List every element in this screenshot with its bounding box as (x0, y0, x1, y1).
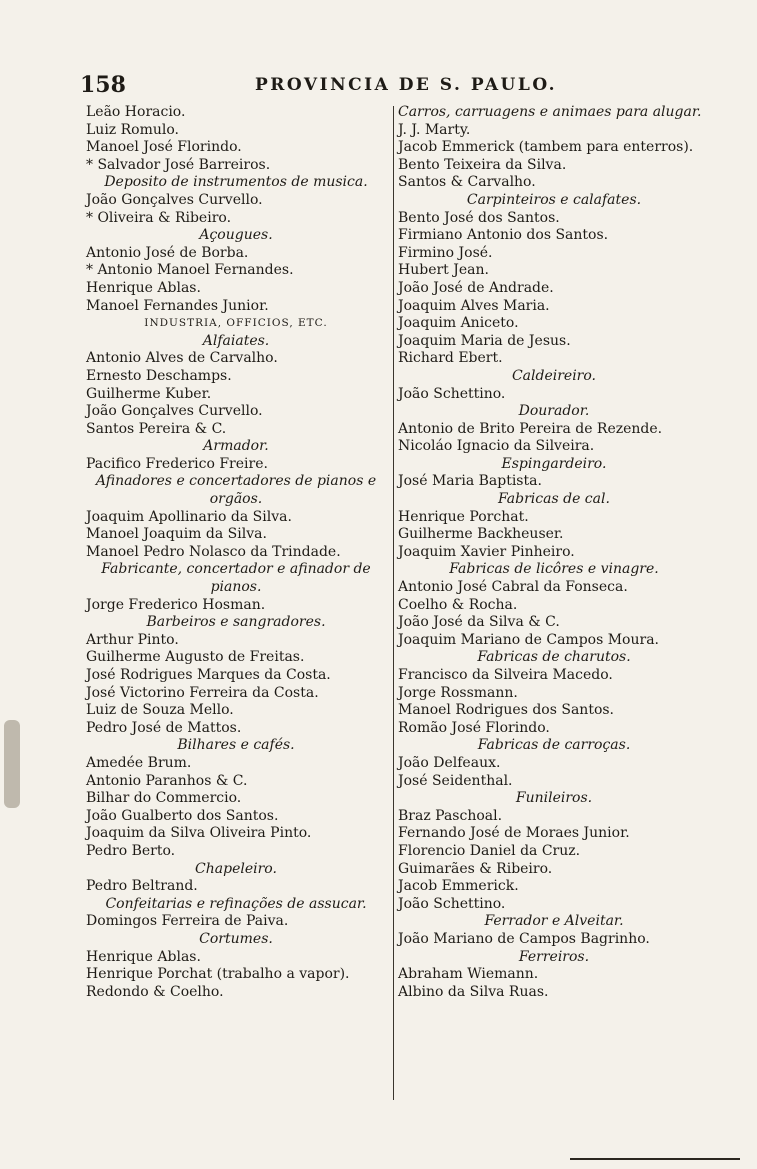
directory-entry: João José da Silva & C. (398, 614, 560, 631)
section-heading: Fabricas de carroças. (477, 737, 631, 754)
directory-entry: João Schettino. (398, 385, 506, 402)
section-heading: Confeitarias e refinações de assucar. (105, 895, 367, 912)
directory-entry: * Oliveira & Ribeiro. (86, 209, 232, 226)
directory-entry: João Gonçalves Curvello. (86, 403, 263, 420)
directory-entry: Abraham Wiemann. (398, 966, 539, 983)
section-heading: Ferrador e Alveitar. (484, 913, 624, 930)
section-heading: Cortumes. (199, 930, 273, 947)
running-title: PROVINCIA DE S. PAULO. (255, 75, 558, 95)
directory-entry: Francisco da Silveira Macedo. (398, 667, 613, 683)
right-column (398, 104, 710, 1001)
directory-entry: Jorge Frederico Hosman. (86, 596, 266, 613)
section-heading: Fabricas de charutos. (477, 649, 631, 666)
directory-entry: Pedro Berto. (86, 842, 176, 859)
section-heading: Deposito de instrumentos de musica. (104, 174, 368, 191)
directory-entry: Hubert Jean. (398, 262, 489, 279)
directory-entry: Firmino José. (398, 244, 493, 261)
directory-entry: Bilhar do Commercio. (86, 790, 242, 807)
directory-entry: Jorge Rossmann. (398, 684, 518, 701)
section-heading: Fabricas de licôres e vinagre. (449, 561, 659, 578)
section-heading: Funileiros. (515, 790, 593, 807)
directory-entry: Pedro José de Mattos. (86, 719, 242, 736)
directory-entry: Guimarães & Ribeiro. (398, 860, 553, 877)
directory-entry: Manoel Rodrigues dos Santos. (398, 702, 615, 719)
directory-entry: Henrique Porchat. (398, 508, 529, 525)
directory-entry: João Delfeaux. (398, 754, 501, 771)
section-heading: pianos. (210, 579, 262, 596)
left-column (86, 104, 386, 1001)
directory-entry: Amedée Brum. (86, 754, 192, 771)
section-heading: Bilhares e cafés. (177, 737, 295, 754)
section-heading: Alfaiates. (202, 332, 270, 349)
directory-entry: Ernesto Deschamps. (86, 367, 232, 384)
directory-entry: Pedro Beltrand. (86, 878, 198, 895)
directory-entry: Luiz de Souza Mello. (86, 702, 234, 719)
directory-entry: Manoel Joaquim da Silva. (86, 526, 267, 543)
directory-entry: Romão José Florindo. (398, 719, 550, 736)
directory-entry: Guilherme Backheuser. (398, 526, 564, 543)
directory-entry: Jacob Emmerick. (398, 878, 519, 895)
directory-entry: João Gualberto dos Santos. (86, 807, 279, 824)
section-heading: orgãos. (209, 491, 263, 508)
directory-entry: José Rodrigues Marques da Costa. (86, 667, 331, 683)
section-heading: Fabricante, concertador e afinador de (101, 561, 371, 578)
directory-entry: Manoel Pedro Nolasco da Trindade. (86, 543, 341, 560)
section-heading: Caldeireiro. (511, 367, 597, 384)
directory-entry: Antonio José de Borba. (86, 244, 249, 261)
directory-entry: João José de Andrade. (398, 279, 554, 296)
directory-entry: José Maria Baptista. (398, 473, 542, 490)
directory-entry: João Gonçalves Curvello. (86, 191, 263, 208)
directory-entry: Redondo & Coelho. (86, 983, 224, 1000)
directory-entry: Antonio de Brito Pereira de Rezende. (398, 420, 663, 437)
directory-entry: Guilherme Kuber. (86, 385, 212, 402)
directory-entry: Guilherme Augusto de Freitas. (86, 649, 305, 666)
directory-entry: Coelho & Rocha. (398, 596, 518, 613)
section-heading: Armador. (203, 438, 269, 455)
directory-entry: Antonio Paranhos & C. (86, 772, 248, 789)
directory-entry: Luiz Romulo. (86, 121, 179, 138)
directory-entry: José Victorino Ferreira da Costa. (86, 684, 319, 701)
directory-entry: Bento Teixeira da Silva. (398, 156, 567, 173)
directory-entry: Joaquim Alves Maria. (398, 297, 550, 314)
directory-entry: Jacob Emmerick (tambem para enterros). (398, 139, 694, 156)
directory-entry: Bento José dos Santos. (398, 209, 560, 226)
directory-entry: Joaquim Xavier Pinheiro. (398, 543, 575, 560)
directory-entry: Santos Pereira & C. (86, 420, 227, 437)
directory-entry: Henrique Ablas. (86, 948, 201, 965)
page-stain (4, 720, 20, 808)
section-heading: Carros, carruagens e animaes para alugar. (398, 104, 702, 120)
bottom-rule (570, 1158, 740, 1160)
directory-entry: Joaquim Maria de Jesus. (398, 332, 571, 349)
directory-entry: * Salvador José Barreiros. (86, 156, 271, 173)
directory-entry: Joaquim da Silva Oliveira Pinto. (86, 825, 312, 842)
section-heading: Fabricas de cal. (498, 491, 610, 508)
page-header (0, 72, 757, 102)
category-caption: INDUSTRIA, OFFICIOS, ETC. (144, 317, 328, 330)
directory-entry: Leão Horacio. (86, 104, 186, 120)
directory-entry: João Schettino. (398, 895, 506, 912)
directory-entry: Antonio José Cabral da Fonseca. (398, 579, 628, 596)
directory-entry: Pacifico Frederico Freire. (86, 455, 268, 472)
directory-entry: Joaquim Aniceto. (398, 315, 519, 332)
column-divider (393, 106, 394, 1100)
section-heading: Afinadores e concertadores de pianos e (95, 473, 377, 490)
directory-entry: Henrique Ablas. (86, 279, 201, 296)
directory-entry: Albino da Silva Ruas. (398, 983, 549, 1000)
section-heading: Barbeiros e sangradores. (146, 614, 326, 631)
directory-entry: Domingos Ferreira de Paiva. (86, 913, 289, 930)
directory-entry: J. J. Marty. (398, 121, 471, 138)
section-heading: Carpinteiros e calafates. (466, 191, 642, 208)
section-heading: Dourador. (518, 403, 590, 420)
directory-entry: Braz Paschoal. (398, 807, 503, 824)
directory-entry: João Mariano de Campos Bagrinho. (398, 930, 650, 947)
directory-entry: Firmiano Antonio dos Santos. (398, 227, 609, 244)
section-heading: Açougues. (199, 227, 273, 244)
section-heading: Ferreiros. (518, 948, 590, 965)
directory-entry: * Antonio Manoel Fernandes. (86, 262, 294, 279)
directory-entry: Arthur Pinto. (86, 631, 179, 648)
directory-entry: Richard Ebert. (398, 350, 503, 367)
directory-entry: Henrique Porchat (trabalho a vapor). (86, 966, 350, 983)
directory-entry: Fernando José de Moraes Junior. (398, 825, 630, 842)
directory-entry: Antonio Alves de Carvalho. (86, 350, 278, 367)
directory-entry: José Seidenthal. (398, 772, 513, 789)
directory-entry: Joaquim Mariano de Campos Moura. (398, 631, 659, 648)
directory-entry: Santos & Carvalho. (398, 174, 536, 191)
directory-entry: Joaquim Apollinario da Silva. (86, 508, 292, 525)
directory-entry: Florencio Daniel da Cruz. (398, 842, 581, 859)
directory-entry: Manoel José Florindo. (86, 139, 242, 156)
section-heading: Espingardeiro. (501, 455, 607, 472)
directory-entry: Nicoláo Ignacio da Silveira. (398, 438, 595, 455)
section-heading: Chapeleiro. (195, 860, 277, 877)
directory-entry: Manoel Fernandes Junior. (86, 297, 269, 314)
page-number: 158 (80, 72, 126, 98)
